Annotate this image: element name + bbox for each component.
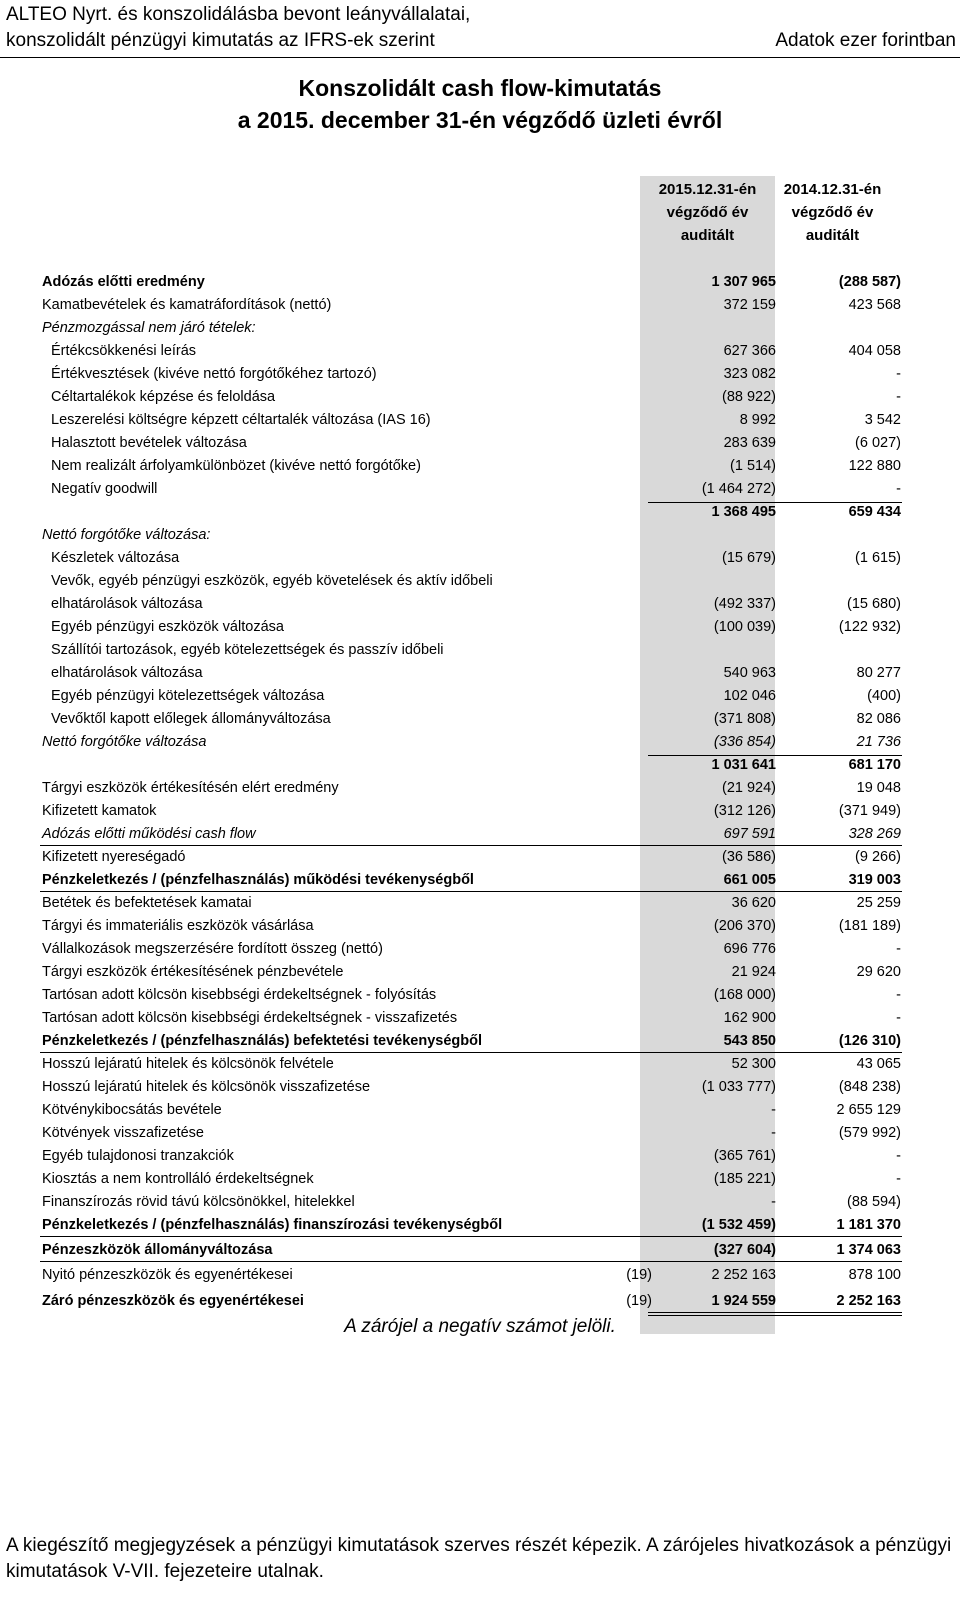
row-label: Tárgyi eszközök értékesítésén elért eredmény [42,780,339,796]
value-2014: 1 181 370 [836,1217,901,1233]
table-row [0,524,960,547]
table-row [0,1214,960,1237]
value-2015: (1 514) [730,458,776,474]
row-label: Tárgyi eszközök értékesítésének pénzbevétele [42,964,344,980]
value-2015: 372 159 [723,297,776,313]
value-2014: (400) [867,688,901,704]
table-row [0,1122,960,1145]
value-2015: 102 046 [723,688,776,704]
row-label: Nem realizált árfolyamkülönbözet (kivéve nettó forgótőke) [51,458,421,474]
row-label: Egyéb pénzügyi kötelezettségek változása [51,688,325,704]
value-2014: 43 065 [856,1056,901,1072]
value-2015: - [771,1125,776,1141]
row-label: Negatív goodwill [51,481,158,497]
table-row [0,547,960,570]
negative-number-footnote: A zárójel a negatív számot jelöli. [344,1316,616,1337]
row-label: Adózás előtti működési cash flow [42,826,256,842]
value-2015: (1 532 459) [701,1217,776,1233]
value-2014: (6 027) [855,435,901,451]
value-2014: 878 100 [848,1267,901,1283]
row-label: Záró pénzeszközök és egyenértékesei [42,1293,304,1309]
table-row [0,869,960,892]
table-row [0,846,960,869]
table-row [0,731,960,754]
value-2014: 21 736 [856,734,901,750]
value-2015: 543 850 [723,1033,776,1049]
value-2014: (122 932) [838,619,901,635]
value-2015: - [771,1194,776,1210]
column-header-line: auditált [805,227,860,244]
title-line-1: Konszolidált cash flow-kimutatás [298,75,662,101]
row-label: Adózás előtti eredmény [42,274,205,290]
value-2014: (848 238) [838,1079,901,1095]
row-label: Hosszú lejáratú hitelek és kölcsönök felvétele [42,1056,334,1072]
value-2015: 627 366 [723,343,776,359]
row-label: Leszerelési költségre képzett céltartalék változása (IAS 16) [51,412,431,428]
value-2014: 2 252 163 [836,1293,901,1309]
value-2015: (371 808) [713,711,776,727]
table-row [0,501,960,524]
value-2014: (9 266) [855,849,901,865]
subtotal-rule [775,502,902,503]
row-label: Pénzkeletkezés / (pénzfelhasználás) befektetési tevékenységből [42,1033,483,1049]
value-2014: 25 259 [856,895,901,911]
row-label: Halasztott bevételek változása [51,435,247,451]
table-row [0,984,960,1007]
table-row [0,915,960,938]
column-header-line: auditált [680,227,735,244]
table-row [0,432,960,455]
row-label: Finanszírozás rövid távú kölcsönökkel, hitelekkel [42,1194,355,1210]
value-2015: 52 300 [731,1056,776,1072]
row-label: Egyéb tulajdonosi tranzakciók [42,1148,234,1164]
row-label: Pénzeszközök állományváltozása [42,1242,273,1258]
value-2014: (88 594) [846,1194,901,1210]
table-row [0,685,960,708]
value-2014: 404 058 [848,343,901,359]
row-label: Egyéb pénzügyi eszközök változása [51,619,284,635]
row-label: Vevőktől kapott előlegek állományváltozása [51,711,331,727]
value-2015: 21 924 [731,964,776,980]
table-row [0,1053,960,1076]
table-row [0,800,960,823]
table-row [0,294,960,317]
value-2015: 1 368 495 [711,504,776,520]
row-label: Kamatbevételek és kamatráfordítások (nettó) [42,297,332,313]
row-underline [40,1236,902,1237]
value-2015: (1 464 272) [701,481,776,497]
value-2014: (126 310) [838,1033,901,1049]
value-2014: - [896,1010,901,1026]
table-row [0,455,960,478]
row-label: Kötvények visszafizetése [42,1125,204,1141]
value-2015: (15 679) [721,550,776,566]
column-header-2015 [640,178,775,247]
row-label: Tartósan adott kölcsön kisebbségi érdekeltségnek - visszafizetés [42,1010,458,1026]
value-2015: 8 992 [739,412,776,428]
row-label: Pénzkeletkezés / (pénzfelhasználás) működési tevékenységből [42,872,474,888]
row-label: Értékcsökkenési leírás [51,343,197,359]
note-reference: (19) [626,1293,652,1309]
row-label: Kifizetett kamatok [42,803,157,819]
page-title [0,72,960,136]
value-2015: 162 900 [723,1010,776,1026]
header-line-2: konszolidált pénzügyi kimutatás az IFRS-ek szerint [6,30,435,51]
subtotal-rule [775,755,902,756]
bottom-note: A kiegészítő megjegyzések a pénzügyi kimutatások szerves részét képezik. A zárójeles hivatkozások a pénzügyi kimutatások V-VII. fejezeteire utalnak. [6,1535,952,1582]
value-2014: (1 615) [855,550,901,566]
table-row [0,823,960,846]
value-2014: - [896,481,901,497]
row-label: Pénzkeletkezés / (pénzfelhasználás) finanszírozási tevékenységből [42,1217,503,1233]
row-label: Nyitó pénzeszközök és egyenértékesei [42,1267,293,1283]
value-2015: 323 082 [723,366,776,382]
value-2015: (36 586) [721,849,776,865]
table-row [0,662,960,685]
value-2014: - [896,1171,901,1187]
table-row [0,754,960,777]
report-header [6,2,470,54]
row-label: Készletek változása [51,550,180,566]
value-2015: 283 639 [723,435,776,451]
title-line-2: a 2015. december 31-én végződő üzleti évről [237,107,723,133]
value-2015: 2 252 163 [711,1267,776,1283]
row-label: Kiosztás a nem kontrolláló érdekeltségnek [42,1171,314,1187]
row-label: Vevők, egyéb pénzügyi eszközök, egyéb követelések és aktív időbeli [51,573,493,589]
column-header-line: végződő év [791,204,874,221]
table-row [0,616,960,639]
value-2015: (88 922) [721,389,776,405]
value-2014: 659 434 [848,504,901,520]
value-2014: (371 949) [838,803,901,819]
table-row [0,317,960,340]
table-row [0,386,960,409]
value-2014: 423 568 [848,297,901,313]
value-2014: 29 620 [856,964,901,980]
row-label: Nettó forgótőke változása: [42,527,211,543]
value-2014: (15 680) [846,596,901,612]
table-row [0,639,960,662]
value-2015: (185 221) [713,1171,776,1187]
value-2014: - [896,941,901,957]
value-2015: - [771,1102,776,1118]
table-row [0,1290,960,1313]
row-label: elhatárolások változása [51,665,203,681]
row-label: elhatárolások változása [51,596,203,612]
subtotal-rule [648,755,776,756]
value-2014: 19 048 [856,780,901,796]
table-row [0,593,960,616]
column-header-line: 2015.12.31-én [658,181,757,198]
row-label: Céltartalékok képzése és feloldása [51,389,276,405]
value-2015: 696 776 [723,941,776,957]
row-label: Kötvénykibocsátás bevétele [42,1102,222,1118]
table-row [0,1030,960,1053]
table-row [0,938,960,961]
table-row [0,1099,960,1122]
value-2015: 36 620 [731,895,776,911]
value-2015: (21 924) [721,780,776,796]
column-header-2014 [765,178,900,247]
value-2015: (206 370) [713,918,776,934]
unit-label: Adatok ezer forintban [775,30,956,51]
row-label: Betétek és befektetések kamatai [42,895,252,911]
column-header-line: végződő év [666,204,749,221]
value-2014: 2 655 129 [836,1102,901,1118]
value-2015: 540 963 [723,665,776,681]
table-row [0,961,960,984]
value-2014: 1 374 063 [836,1242,901,1258]
value-2015: (492 337) [713,596,776,612]
value-2014: (288 587) [838,274,901,290]
value-2015: 1 031 641 [711,757,776,773]
row-label: Tartósan adott kölcsön kisebbségi érdekeltségnek - folyósítás [42,987,437,1003]
table-row [0,340,960,363]
row-label: Hosszú lejáratú hitelek és kölcsönök visszafizetése [42,1079,371,1095]
value-2014: 80 277 [856,665,901,681]
value-2014: - [896,389,901,405]
table-row [0,570,960,593]
value-2015: (312 126) [713,803,776,819]
table-row [0,1168,960,1191]
value-2014: (579 992) [838,1125,901,1141]
subtotal-rule [648,502,776,503]
value-2014: 122 880 [848,458,901,474]
value-2015: (365 761) [713,1148,776,1164]
value-2014: 3 542 [864,412,901,428]
table-row [0,777,960,800]
row-label: Pénzmozgással nem járó tételek: [42,320,256,336]
header-divider [0,57,960,58]
value-2014: 681 170 [848,757,901,773]
table-row [0,363,960,386]
table-row [0,478,960,501]
note-reference: (19) [626,1267,652,1283]
table-row [0,1239,960,1262]
table-row [0,271,960,294]
value-2015: (327 604) [713,1242,776,1258]
value-2015: (336 854) [713,734,776,750]
row-label: Kifizetett nyereségadó [42,849,186,865]
value-2015: 1 924 559 [711,1293,776,1309]
value-2014: 328 269 [848,826,901,842]
value-2014: 82 086 [856,711,901,727]
table-row [0,892,960,915]
row-label: Nettó forgótőke változása [42,734,207,750]
value-2014: 319 003 [848,872,901,888]
row-label: Tárgyi és immateriális eszközök vásárlása [42,918,314,934]
table-row [0,1076,960,1099]
column-header-line: 2014.12.31-én [783,181,882,198]
value-2014: - [896,987,901,1003]
header-line-1: ALTEO Nyrt. és konszolidálásba bevont leányvállalatai, [6,4,471,25]
value-2014: - [896,1148,901,1164]
value-2015: (1 033 777) [701,1079,776,1095]
value-2015: 697 591 [723,826,776,842]
value-2014: - [896,366,901,382]
table-row [0,708,960,731]
row-label: Értékvesztések (kivéve nettó forgótőkéhez tartozó) [51,366,377,382]
row-underline [40,1261,902,1262]
row-label: Szállítói tartozások, egyéb kötelezettségek és passzív időbeli [51,642,444,658]
value-2015: (100 039) [713,619,776,635]
table-row [0,409,960,432]
value-2015: (168 000) [713,987,776,1003]
table-row [0,1264,960,1287]
value-2014: (181 189) [838,918,901,934]
value-2015: 1 307 965 [711,274,776,290]
row-label: Vállalkozások megszerzésére fordított összeg (nettó) [42,941,383,957]
table-row [0,1007,960,1030]
table-row [0,1191,960,1214]
value-2015: 661 005 [723,872,776,888]
table-row [0,1145,960,1168]
